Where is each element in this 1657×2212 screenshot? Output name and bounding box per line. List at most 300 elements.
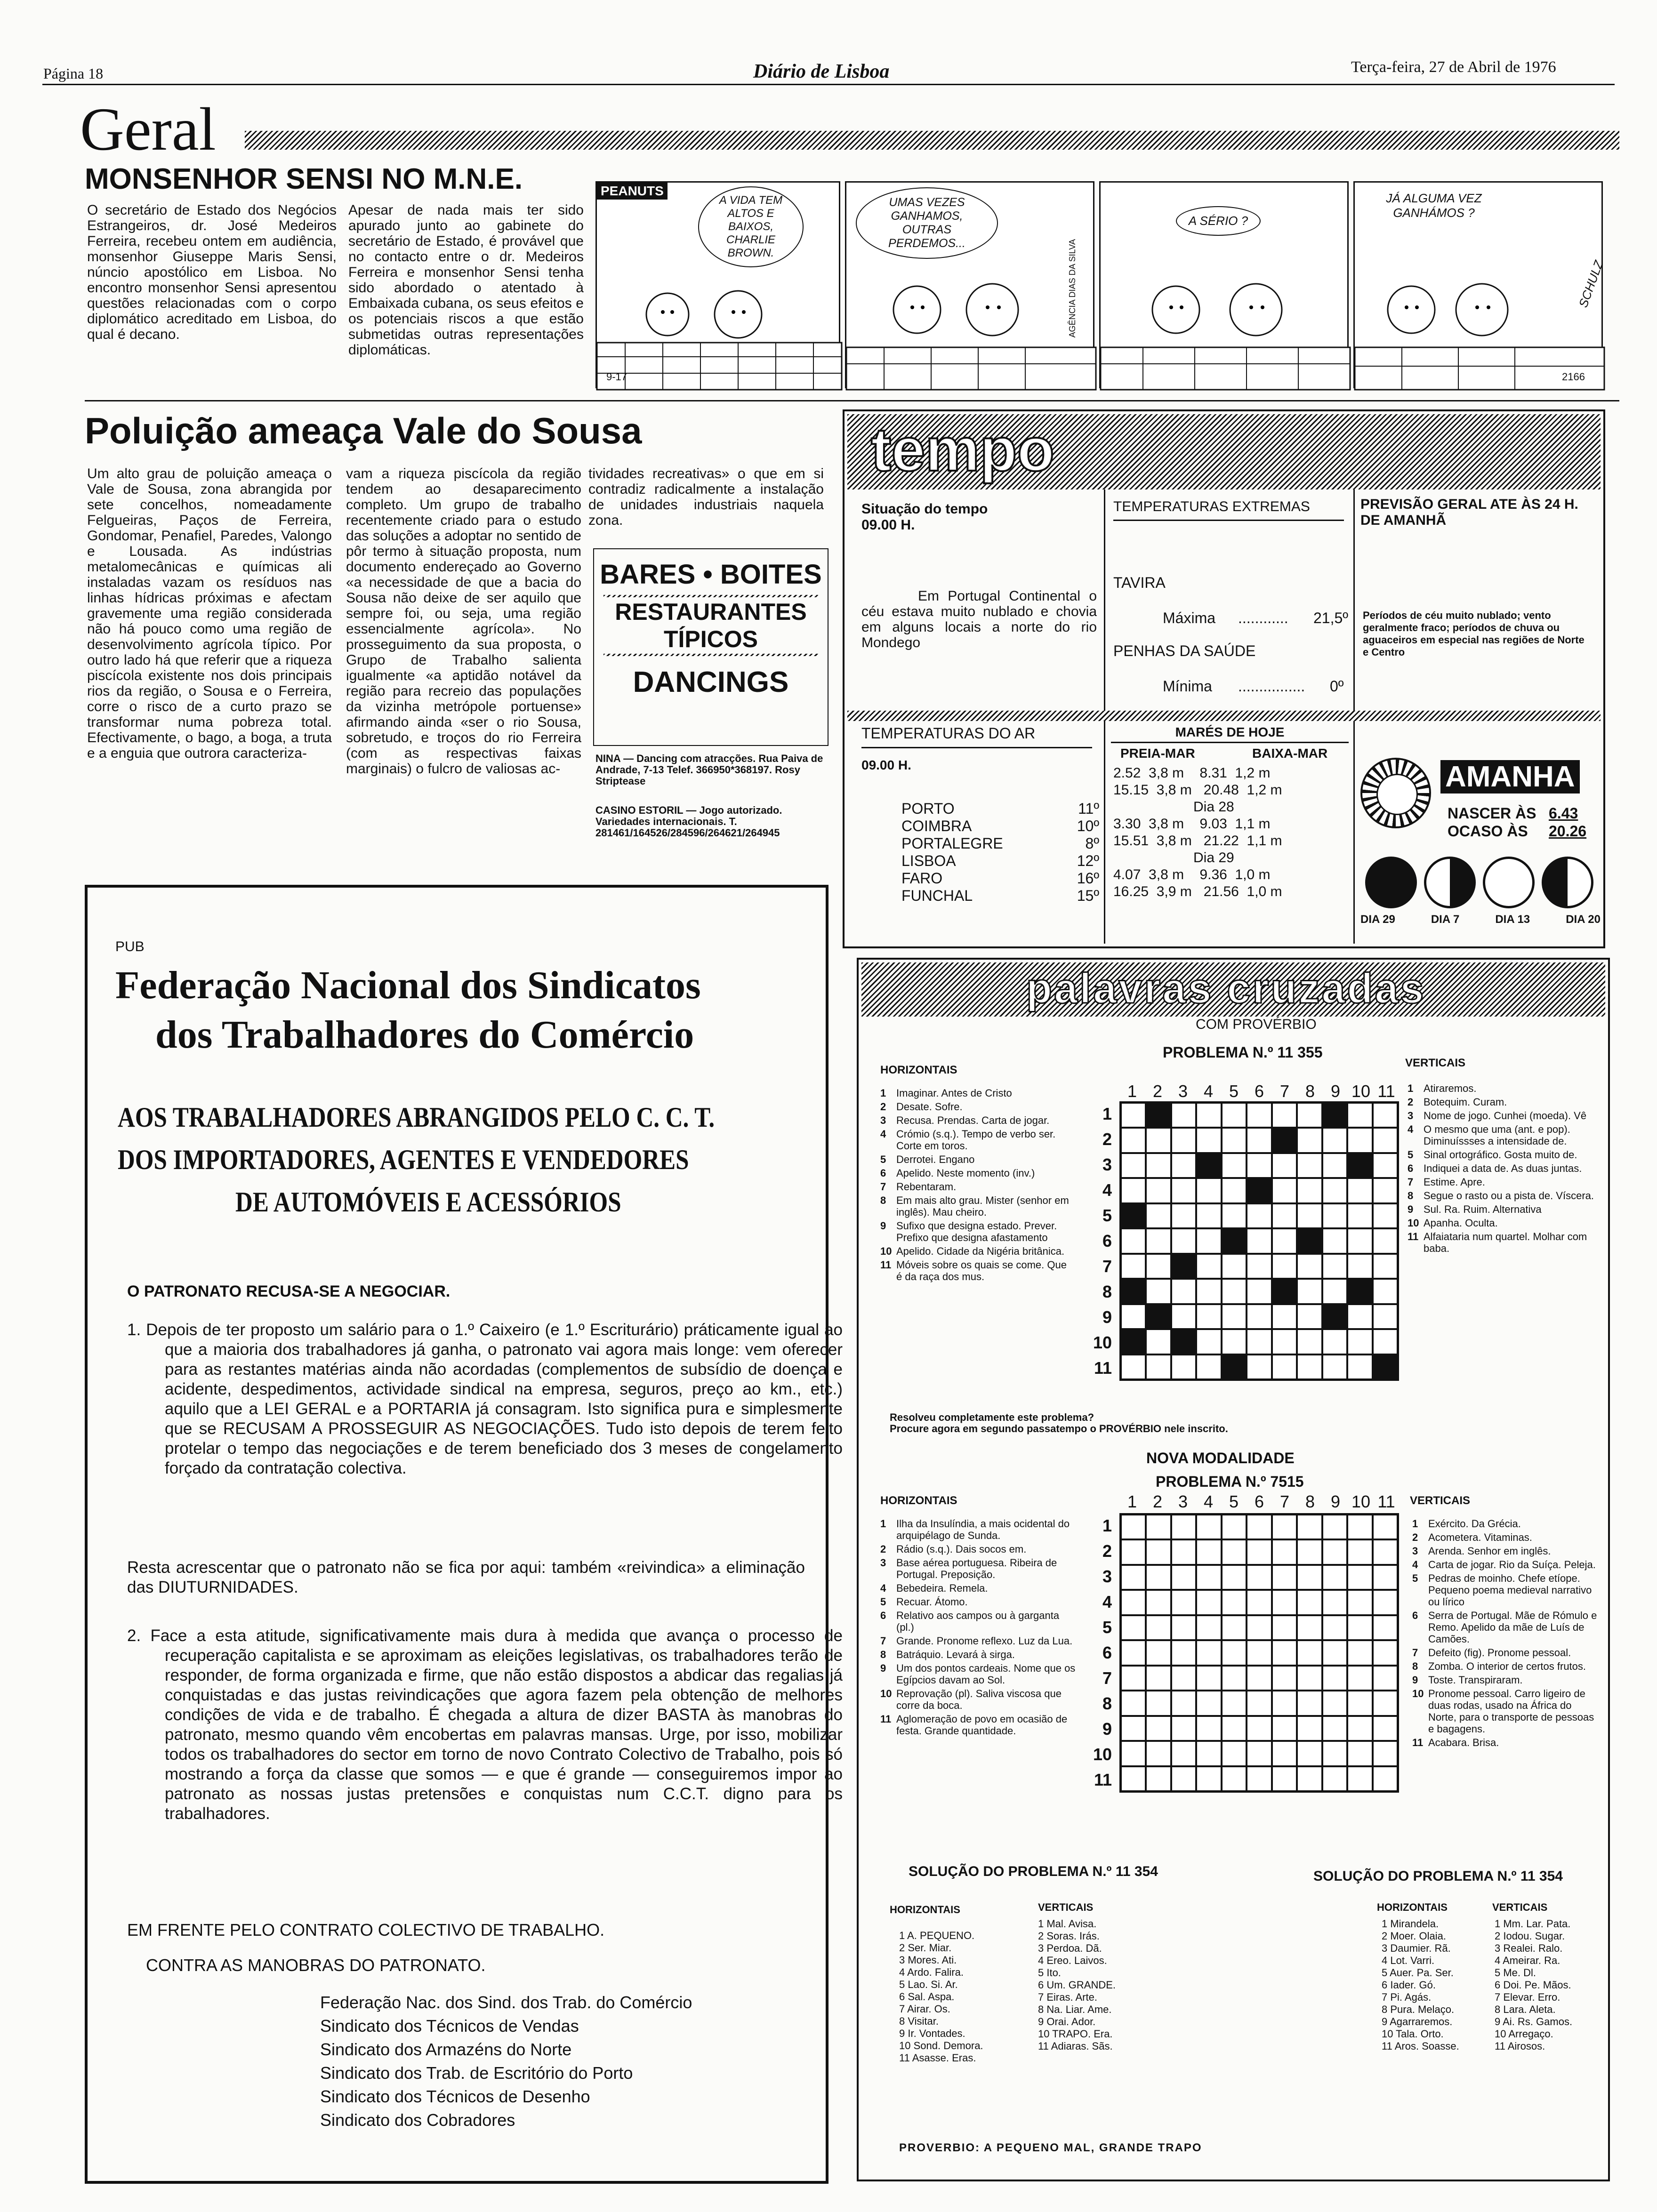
grid-cell[interactable] (1322, 1565, 1347, 1590)
grid-cell[interactable] (1322, 1640, 1347, 1665)
grid-cell[interactable] (1146, 1279, 1171, 1304)
grid-cell[interactable] (1322, 1666, 1347, 1691)
grid-cell[interactable] (1373, 1691, 1398, 1715)
grid-cell[interactable] (1373, 1304, 1398, 1329)
grid-cell[interactable] (1146, 1254, 1171, 1279)
grid-cell[interactable] (1322, 1354, 1347, 1379)
grid-cell[interactable] (1373, 1178, 1398, 1203)
grid-cell[interactable] (1121, 1354, 1146, 1379)
grid-cell[interactable] (1222, 1304, 1247, 1329)
grid-cell[interactable] (1222, 1590, 1247, 1615)
grid-cell[interactable] (1297, 1178, 1322, 1203)
grid-cell[interactable] (1373, 1329, 1398, 1354)
grid-cell[interactable] (1171, 1103, 1196, 1128)
grid-cell[interactable] (1222, 1691, 1247, 1715)
tomorrow-label: AMANHA (1440, 760, 1580, 793)
grid-cell[interactable] (1146, 1615, 1171, 1640)
clues-vertical-1 (1408, 1082, 1601, 1256)
grid-cell[interactable] (1121, 1590, 1146, 1615)
grid-cell[interactable] (1347, 1615, 1372, 1640)
grid-cell[interactable] (1146, 1640, 1171, 1665)
grid-cell[interactable] (1373, 1515, 1398, 1539)
grid-cell[interactable] (1347, 1279, 1372, 1304)
grid-cell[interactable] (1373, 1103, 1398, 1128)
grid-cell[interactable] (1171, 1640, 1196, 1665)
grid-cell[interactable] (1171, 1153, 1196, 1178)
grid-cell[interactable] (1196, 1153, 1221, 1178)
grid-cell[interactable] (1373, 1565, 1398, 1590)
grid-cell[interactable] (1272, 1329, 1297, 1354)
restaurantes-banner (603, 595, 818, 656)
grid-cell[interactable] (1297, 1254, 1322, 1279)
clue: 5 Sinal ortográfico. Gosta muito de. (1408, 1149, 1577, 1161)
grid-cell[interactable] (1272, 1615, 1297, 1640)
solution-entry: 8 Pura. Melaço. (1382, 2004, 1455, 2015)
grid-cell[interactable] (1322, 1766, 1347, 1791)
grid-cell[interactable] (1121, 1304, 1146, 1329)
comic-panel-1 (595, 181, 840, 388)
grid-cell[interactable] (1373, 1354, 1398, 1379)
grid-cell[interactable] (1247, 1741, 1271, 1766)
grid-cell[interactable] (1222, 1716, 1247, 1741)
grid-cell[interactable] (1171, 1128, 1196, 1153)
grid-cell[interactable] (1373, 1716, 1398, 1741)
clue: 1 Exército. Da Grécia. (1412, 1518, 1521, 1530)
grid-cell[interactable] (1121, 1228, 1146, 1253)
grid-cell[interactable] (1121, 1741, 1146, 1766)
grid-cell[interactable] (1196, 1354, 1221, 1379)
grid-cell[interactable] (1247, 1254, 1271, 1279)
solution-entry: 5 Me. Dl. (1495, 1967, 1536, 1979)
clues-horizontal-2 (880, 1518, 1078, 1739)
grid-cell[interactable] (1171, 1329, 1196, 1354)
grid-cell[interactable] (1297, 1590, 1322, 1615)
grid-cell[interactable] (1297, 1640, 1322, 1665)
grid-cell[interactable] (1171, 1254, 1196, 1279)
grid-cell[interactable] (1272, 1565, 1297, 1590)
grid-cell[interactable] (1272, 1178, 1297, 1203)
signatory: Sindicato dos Técnicos de Vendas (320, 2016, 579, 2036)
grid-cell[interactable] (1146, 1691, 1171, 1715)
solution-2-heading: SOLUÇÃO DO PROBLEMA N.º 11 354 (1313, 1868, 1563, 1884)
solution-entry: 4 Ardo. Falira. (899, 1966, 964, 1978)
grid-cell[interactable] (1347, 1590, 1372, 1615)
grid-cell[interactable] (1171, 1178, 1196, 1203)
grid-cell[interactable] (1146, 1203, 1171, 1228)
grid-cell[interactable] (1196, 1766, 1221, 1791)
grid-cell[interactable] (1171, 1691, 1196, 1715)
grid-cell[interactable] (1171, 1766, 1196, 1791)
grid-cell[interactable] (1171, 1515, 1196, 1539)
grid-cell[interactable] (1222, 1666, 1247, 1691)
grid-cell[interactable] (1146, 1590, 1171, 1615)
sunset-label: OCASO ÀS (1448, 823, 1528, 840)
moon-date: DIA 7 (1431, 913, 1460, 926)
grid-cell[interactable] (1297, 1279, 1322, 1304)
grid-cell[interactable] (1347, 1691, 1372, 1715)
grid-cell[interactable] (1272, 1254, 1297, 1279)
grid-cell[interactable] (1347, 1766, 1372, 1791)
grid-cell[interactable] (1121, 1279, 1146, 1304)
grid-cell[interactable] (1196, 1178, 1221, 1203)
grid-cell[interactable] (1322, 1590, 1347, 1615)
grid-cell[interactable] (1196, 1329, 1221, 1354)
grid-cell[interactable] (1373, 1590, 1398, 1615)
grid-cell[interactable] (1247, 1228, 1271, 1253)
grid-cell[interactable] (1322, 1228, 1347, 1253)
grid-cell[interactable] (1247, 1304, 1271, 1329)
clue: 3 Arenda. Senhor em inglês. (1412, 1545, 1551, 1557)
grid-cell[interactable] (1146, 1666, 1171, 1691)
clue: 2 Acometera. Vitaminas. (1412, 1531, 1532, 1543)
grid-cell[interactable] (1222, 1279, 1247, 1304)
grid-cell[interactable] (1297, 1228, 1322, 1253)
grid-cell[interactable] (1322, 1615, 1347, 1640)
grid-cell[interactable] (1146, 1228, 1171, 1253)
horizontals-heading: HORIZONTAIS (880, 1064, 957, 1076)
grid-cell[interactable] (1247, 1128, 1271, 1153)
grid-cell[interactable] (1222, 1539, 1247, 1564)
column-number: 9 (1330, 1492, 1341, 1511)
grid-cell[interactable] (1146, 1565, 1171, 1590)
grid-cell[interactable] (1171, 1228, 1196, 1253)
grid-cell[interactable] (1272, 1515, 1297, 1539)
grid-cell[interactable] (1171, 1203, 1196, 1228)
grid-cell[interactable] (1347, 1128, 1372, 1153)
clue: 4 Carta de jogar. Rio da Suíça. Peleja. (1412, 1559, 1596, 1571)
grid-cell[interactable] (1222, 1329, 1247, 1354)
row-number: 6 (1102, 1643, 1112, 1662)
grid-cell[interactable] (1322, 1254, 1347, 1279)
grid-cell[interactable] (1121, 1128, 1146, 1153)
grid-cell[interactable] (1373, 1279, 1398, 1304)
clues-horizontal-1 (880, 1087, 1073, 1284)
grid-cell[interactable] (1121, 1640, 1146, 1665)
grid-cell[interactable] (1121, 1615, 1146, 1640)
column-number: 7 (1279, 1082, 1290, 1101)
new-modality-heading: NOVA MODALIDADE (1146, 1450, 1295, 1467)
grid-cell[interactable] (1272, 1590, 1297, 1615)
grid-cell[interactable] (1171, 1304, 1196, 1329)
grid-cell[interactable] (1196, 1590, 1221, 1615)
sousa-col3: tividades recreativas» o que em si contradiz radicalmente a instalação de unidades industriais naquela zona. (588, 466, 824, 528)
grid-cell[interactable] (1121, 1329, 1146, 1354)
grid-cell[interactable] (1297, 1766, 1322, 1791)
grid-cell[interactable] (1247, 1279, 1271, 1304)
grid-cell[interactable] (1297, 1304, 1322, 1329)
sensi-headline: MONSENHOR SENSI NO M.N.E. (85, 163, 523, 195)
grid-cell[interactable] (1247, 1666, 1271, 1691)
grid-cell[interactable] (1373, 1153, 1398, 1178)
grid-cell[interactable] (1222, 1153, 1247, 1178)
grid-cell[interactable] (1347, 1178, 1372, 1203)
grid-cell[interactable] (1347, 1103, 1372, 1128)
grid-cell[interactable] (1196, 1615, 1221, 1640)
grid-cell[interactable] (1347, 1228, 1372, 1253)
grid-cell[interactable] (1196, 1515, 1221, 1539)
grid-cell[interactable] (1322, 1691, 1347, 1715)
grid-cell[interactable] (1347, 1329, 1372, 1354)
situation-heading: Situação do tempo 09.00 H. (861, 501, 988, 533)
column-number: 6 (1254, 1082, 1264, 1101)
grid-cell[interactable] (1222, 1128, 1247, 1153)
grid-cell[interactable] (1347, 1741, 1372, 1766)
crossword-grid-2[interactable] (1119, 1513, 1399, 1793)
grid-cell[interactable] (1373, 1640, 1398, 1665)
clue: 2 Rádio (s.q.). Dais socos em. (880, 1543, 1027, 1555)
grid-cell[interactable] (1171, 1615, 1196, 1640)
grid-cell[interactable] (1146, 1153, 1171, 1178)
column-number: 8 (1305, 1492, 1315, 1511)
grid-cell[interactable] (1222, 1254, 1247, 1279)
clue: 11 Alfaiataria num quartel. Molhar com baba. (1408, 1231, 1587, 1254)
grid-cell[interactable] (1272, 1279, 1297, 1304)
grid-cell[interactable] (1171, 1666, 1196, 1691)
grid-cell[interactable] (1146, 1354, 1171, 1379)
grid-cell[interactable] (1146, 1741, 1171, 1766)
grid-cell[interactable] (1272, 1153, 1297, 1178)
grid-cell[interactable] (1121, 1716, 1146, 1741)
grid-cell[interactable] (1171, 1354, 1196, 1379)
clue: 2 Botequim. Curam. (1408, 1096, 1507, 1108)
grid-cell[interactable] (1347, 1539, 1372, 1564)
grid-cell[interactable] (1347, 1640, 1372, 1665)
grid-cell[interactable] (1196, 1228, 1221, 1253)
grid-cell[interactable] (1373, 1203, 1398, 1228)
grid-cell[interactable] (1247, 1203, 1271, 1228)
grid-cell[interactable] (1322, 1128, 1347, 1153)
grid-cell[interactable] (1322, 1515, 1347, 1539)
grid-cell[interactable] (1196, 1254, 1221, 1279)
sousa-col1: Um alto grau de poluição ameaça o Vale de Sousa, zona abrangida por sete concelhos, nomeadamente Felgueiras, Paços de Ferreira, Gondomar, Penafiel, Paredes, Valongo e Lousada. As indústrias metalomecânicas e químicas ali instaladas vazam os resíduos nas linhas hídricas próximas e afectam gravemente uma região considerada não há pouco como uma região de desenvolvimento agrícola típico. Por outro lado há que referir que a riqueza piscícola existente nos dois principais rios da região, o Sousa e o Ferreira, corre o risco de a curto prazo se transformar numa pobreza total. Efectivamente, o bago, a boga, a truta e a enguia que outrora caracteriza- (87, 466, 332, 761)
clue: 8 Batráquio. Levará à sirga. (880, 1649, 1015, 1660)
tide-row: 3.30 3,8 m 9.03 1,1 m (1113, 816, 1271, 832)
grid-cell[interactable] (1272, 1203, 1297, 1228)
grid-cell[interactable] (1247, 1153, 1271, 1178)
grid-cell[interactable] (1171, 1590, 1196, 1615)
solution-entry: 3 Mores. Ati. (899, 1954, 957, 1966)
grid-cell[interactable] (1272, 1766, 1297, 1791)
grid-cell[interactable] (1297, 1666, 1322, 1691)
grid-cell[interactable] (1347, 1716, 1372, 1741)
row-number: 9 (1102, 1719, 1112, 1739)
grid-cell[interactable] (1373, 1254, 1398, 1279)
grid-cell[interactable] (1297, 1128, 1322, 1153)
grid-cell[interactable] (1347, 1515, 1372, 1539)
grid-cell[interactable] (1272, 1716, 1297, 1741)
grid-cell[interactable] (1347, 1354, 1372, 1379)
grid-cell[interactable] (1146, 1103, 1171, 1128)
grid-cell[interactable] (1272, 1354, 1297, 1379)
grid-cell[interactable] (1247, 1766, 1271, 1791)
grid-cell[interactable] (1322, 1203, 1347, 1228)
grid-cell[interactable] (1247, 1178, 1271, 1203)
grid-cell[interactable] (1222, 1741, 1247, 1766)
grid-cell[interactable] (1322, 1716, 1347, 1741)
grid-cell[interactable] (1272, 1691, 1297, 1715)
grid-cell[interactable] (1247, 1565, 1271, 1590)
grid-cell[interactable] (1322, 1741, 1347, 1766)
grid-cell[interactable] (1373, 1666, 1398, 1691)
crossword-grid-1[interactable] (1119, 1101, 1399, 1381)
grid-cell[interactable] (1171, 1279, 1196, 1304)
clue: 9 Sul. Ra. Ruim. Alternativa (1408, 1203, 1542, 1215)
grid-cell[interactable] (1146, 1304, 1171, 1329)
grid-cell[interactable] (1196, 1716, 1221, 1741)
grid-cell[interactable] (1297, 1615, 1322, 1640)
grid-cell[interactable] (1121, 1539, 1146, 1564)
grid-cell[interactable] (1196, 1279, 1221, 1304)
grid-cell[interactable] (1146, 1539, 1171, 1564)
grid-cell[interactable] (1247, 1515, 1271, 1539)
grid-cell[interactable] (1196, 1203, 1221, 1228)
grid-cell[interactable] (1247, 1716, 1271, 1741)
grid-cell[interactable] (1121, 1254, 1146, 1279)
grid-cell[interactable] (1272, 1128, 1297, 1153)
grid-cell[interactable] (1297, 1741, 1322, 1766)
grid-cell[interactable] (1121, 1766, 1146, 1791)
grid-cell[interactable] (1247, 1354, 1271, 1379)
grid-cell[interactable] (1322, 1329, 1347, 1354)
grid-cell[interactable] (1146, 1128, 1171, 1153)
grid-cell[interactable] (1121, 1153, 1146, 1178)
grid-cell[interactable] (1222, 1103, 1247, 1128)
grid-cell[interactable] (1272, 1304, 1297, 1329)
grid-cell[interactable] (1196, 1666, 1221, 1691)
grid-cell[interactable] (1297, 1539, 1322, 1564)
solution-entry: 9 Ir. Vontades. (899, 2028, 965, 2039)
grid-cell[interactable] (1121, 1515, 1146, 1539)
speech-balloon-4: JÁ ALGUMA VEZ GANHÁMOS ? (1386, 191, 1482, 220)
city-temp-row: LISBOA 12º (901, 852, 1099, 869)
grid-cell[interactable] (1373, 1128, 1398, 1153)
grid-cell[interactable] (1171, 1565, 1196, 1590)
union-ad-box (85, 885, 828, 2184)
solved-note-line: Procure agora em segundo passatempo o PROVÉRBIO nele inscrito. (890, 1423, 1228, 1435)
grid-cell[interactable] (1272, 1741, 1297, 1766)
speech-balloon-1: A VIDA TEM ALTOS E BAIXOS, CHARLIE BROWN. (698, 186, 804, 267)
grid-cell[interactable] (1222, 1354, 1247, 1379)
grid-cell[interactable] (1222, 1515, 1247, 1539)
grid-cell[interactable] (1196, 1103, 1221, 1128)
column-number: 4 (1203, 1492, 1214, 1511)
grid-cell[interactable] (1146, 1766, 1171, 1791)
grid-cell[interactable] (1247, 1691, 1271, 1715)
grid-cell[interactable] (1121, 1103, 1146, 1128)
grid-cell[interactable] (1222, 1178, 1247, 1203)
grid-cell[interactable] (1297, 1515, 1322, 1539)
grid-cell[interactable] (1373, 1766, 1398, 1791)
grid-cell[interactable] (1121, 1666, 1146, 1691)
grid-cell[interactable] (1347, 1304, 1372, 1329)
grid-cell[interactable] (1322, 1153, 1347, 1178)
grid-cell[interactable] (1146, 1329, 1171, 1354)
city-temp-row: FARO 16º (901, 870, 1099, 887)
solution-1-horizontal-heading: HORIZONTAIS (890, 1904, 960, 1915)
grid-cell[interactable] (1347, 1565, 1372, 1590)
grid-cell[interactable] (1322, 1279, 1347, 1304)
grid-cell[interactable] (1373, 1539, 1398, 1564)
clue: 7 Grande. Pronome reflexo. Luz da Lua. (880, 1635, 1073, 1647)
grid-cell[interactable] (1171, 1716, 1196, 1741)
solution-entry: 1 A. PEQUENO. (899, 1930, 975, 1941)
grid-cell[interactable] (1297, 1329, 1322, 1354)
grid-cell[interactable] (1347, 1203, 1372, 1228)
grid-cell[interactable] (1247, 1590, 1271, 1615)
grid-cell[interactable] (1322, 1539, 1347, 1564)
grid-cell[interactable] (1196, 1565, 1221, 1590)
grid-cell[interactable] (1247, 1539, 1271, 1564)
grid-cell[interactable] (1347, 1153, 1372, 1178)
grid-cell[interactable] (1347, 1254, 1372, 1279)
ad-pub-label: PUB (115, 939, 145, 954)
grid-cell[interactable] (1121, 1203, 1146, 1228)
grid-cell[interactable] (1373, 1741, 1398, 1766)
grid-cell[interactable] (1322, 1103, 1347, 1128)
grid-cell[interactable] (1196, 1741, 1221, 1766)
grid-cell[interactable] (1146, 1178, 1171, 1203)
grid-cell[interactable] (1146, 1515, 1171, 1539)
grid-cell[interactable] (1171, 1741, 1196, 1766)
clue: 11 Móveis sobre os quais se come. Que é da raça dos mus. (880, 1259, 1067, 1282)
grid-cell[interactable] (1272, 1103, 1297, 1128)
grid-cell[interactable] (1297, 1103, 1322, 1128)
grid-cell[interactable] (1272, 1228, 1297, 1253)
grid-cell[interactable] (1222, 1203, 1247, 1228)
grid-cell[interactable] (1297, 1203, 1322, 1228)
grid-cell[interactable] (1347, 1666, 1372, 1691)
grid-cell[interactable] (1247, 1103, 1271, 1128)
grid-cell[interactable] (1196, 1640, 1221, 1665)
grid-cell[interactable] (1272, 1640, 1297, 1665)
grid-cell[interactable] (1297, 1565, 1322, 1590)
grid-cell[interactable] (1171, 1539, 1196, 1564)
grid-cell[interactable] (1196, 1304, 1221, 1329)
solution-entry: 3 Perdoa. Dã. (1038, 1942, 1102, 1954)
grid-cell[interactable] (1272, 1539, 1297, 1564)
signatory: Sindicato dos Armazéns do Norte (320, 2040, 572, 2059)
grid-cell[interactable] (1272, 1666, 1297, 1691)
grid-cell[interactable] (1373, 1615, 1398, 1640)
grid-cell[interactable] (1196, 1539, 1221, 1564)
grid-cell[interactable] (1121, 1178, 1146, 1203)
grid-cell[interactable] (1247, 1615, 1271, 1640)
grid-cell[interactable] (1222, 1565, 1247, 1590)
situation-text: Em Portugal Continental o céu estava muito nublado e chovia em alguns locais a norte do rio Mondego (861, 588, 1097, 650)
grid-cell[interactable] (1322, 1304, 1347, 1329)
grid-cell[interactable] (1297, 1691, 1322, 1715)
grid-cell[interactable] (1297, 1153, 1322, 1178)
grid-cell[interactable] (1196, 1128, 1221, 1153)
grid-cell[interactable] (1247, 1329, 1271, 1354)
grid-cell[interactable] (1146, 1716, 1171, 1741)
grid-cell[interactable] (1322, 1178, 1347, 1203)
grid-cell[interactable] (1247, 1640, 1271, 1665)
grid-cell[interactable] (1297, 1716, 1322, 1741)
grid-cell[interactable] (1297, 1354, 1322, 1379)
clue: 7 Rebentaram. (880, 1181, 957, 1193)
grid-cell[interactable] (1373, 1228, 1398, 1253)
grid-cell[interactable] (1121, 1565, 1146, 1590)
grid-cell[interactable] (1121, 1691, 1146, 1715)
grid-cell[interactable] (1222, 1615, 1247, 1640)
grid-cell[interactable] (1222, 1640, 1247, 1665)
solution-entry: 7 Pi. Agás. (1382, 1991, 1432, 2003)
grid-cell[interactable] (1222, 1228, 1247, 1253)
verticals-heading-2: VERTICAIS (1410, 1494, 1471, 1507)
grid-cell[interactable] (1196, 1691, 1221, 1715)
grid-cell[interactable] (1222, 1766, 1247, 1791)
